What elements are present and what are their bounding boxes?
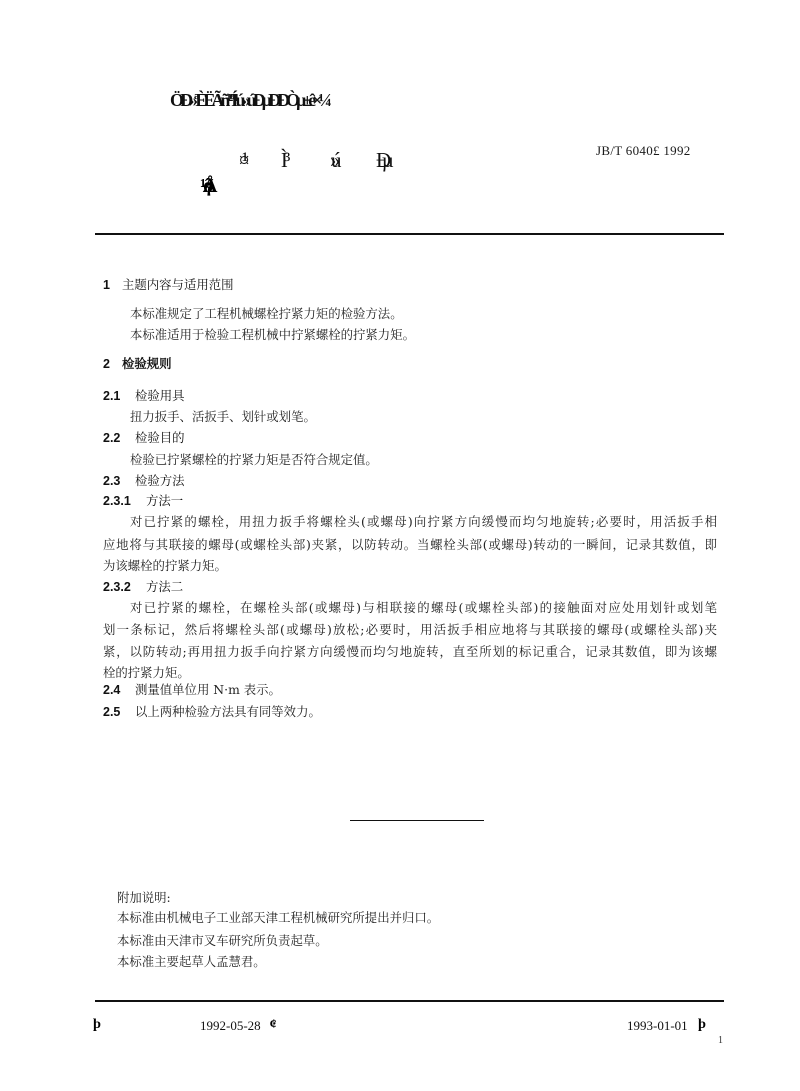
paragraph-line: 为该螺栓的拧紧力矩。 [103, 558, 227, 573]
issuer-mark: þ [93, 1017, 94, 1032]
end-rule [350, 820, 484, 821]
paragraph-line: 应地将与其联接的螺母(或螺栓头部)夹紧，以防转动。当螺栓头部(或螺母)转动的一瞬间，记录其数值，即 [103, 537, 717, 552]
notes-line: 本标准由机械电子工业部天津工程机械研究所提出并归口。 [117, 910, 440, 925]
clause-title: 检验方法 [135, 473, 185, 488]
notes-line: 本标准由天津市叉车研究所负责起草。 [117, 933, 328, 948]
clause-number: 2.1 [103, 389, 121, 403]
section-title: 主题内容与适用范围 [122, 277, 234, 292]
paragraph-line: 划一条标记，然后将螺栓头部(或螺母)放松;必要时，用活扳手相应地将与其联接的螺母(或螺栓头部)夹 [103, 622, 717, 637]
subclause-number: 2.3.2 [103, 580, 131, 594]
title-glyph: Ðµ [376, 148, 385, 172]
issuing-body-line: ÖÐ»ªÈËÃñ¹²ºÍ¹ú»úÐµÐÐÒµ±ê×¼ [170, 90, 328, 110]
clause-text: 以上两种检验方法具有同等效力。 [135, 704, 321, 719]
footer-rule [95, 1000, 724, 1002]
clause-number: 2.4 [103, 683, 121, 697]
clause-text: 测量值单位用 N·m 表示。 [135, 682, 281, 697]
subclause-title: 方法二 [146, 579, 184, 594]
subclause-title: 方法一 [146, 493, 184, 508]
clause-title: 检验目的 [135, 430, 185, 445]
subclause-number: 2.3.1 [103, 494, 131, 508]
issue-date: 1992-05-28 [200, 1018, 261, 1033]
paragraph-line: 对已拧紧的螺栓，在螺栓头部(或螺母)与相联接的螺母(或螺栓头部)的接触面对应处用划针或划笔 [130, 600, 717, 615]
header-rule [95, 233, 724, 235]
page-number: 1 [718, 1035, 723, 1046]
paragraph-line: 对已拧紧的螺栓，用扭力扳手将螺栓头(或螺母)向拧紧方向缓慢而均匀地旋转;必要时，用活扳手相 [130, 514, 717, 529]
paragraph-line: 紧，以防转动;再用扭力扳手向拧紧方向缓慢而均匀地旋转，直至所划的标记重合，记录其数值，即为该螺 [103, 644, 717, 659]
section-number: 1 [103, 278, 110, 292]
section-number: 2 [103, 357, 110, 371]
paragraph-line: 检验已拧紧螺栓的拧紧力矩是否符合规定值。 [130, 452, 378, 467]
clause-title: 检验用具 [135, 388, 185, 403]
implementation-date: 1993-01-01 [627, 1018, 688, 1033]
title-glyph: »ú [330, 148, 333, 172]
clause-number: 2.5 [103, 705, 121, 719]
clause-number: 2.3 [103, 474, 121, 488]
paragraph-line: 扭力扳手、活扳手、划针或划笔。 [130, 409, 316, 424]
notes-heading: 附加说明: [117, 890, 171, 905]
clause-number: 2.2 [103, 431, 121, 445]
implementation-mark: þ [698, 1017, 699, 1032]
section-title: 检验规则 [122, 356, 172, 371]
paragraph-line: 栓的拧紧力矩。 [103, 665, 190, 680]
paragraph-line: 本标准规定了工程机械螺栓拧紧力矩的检验方法。 [130, 306, 403, 321]
notes-line: 本标准主要起草人孟慧君。 [117, 954, 266, 969]
paragraph-line: 本标准适用于检验工程机械中拧紧螺栓的拧紧力矩。 [130, 327, 415, 342]
standard-code: JB/T 6040£ 1992 [596, 143, 691, 158]
